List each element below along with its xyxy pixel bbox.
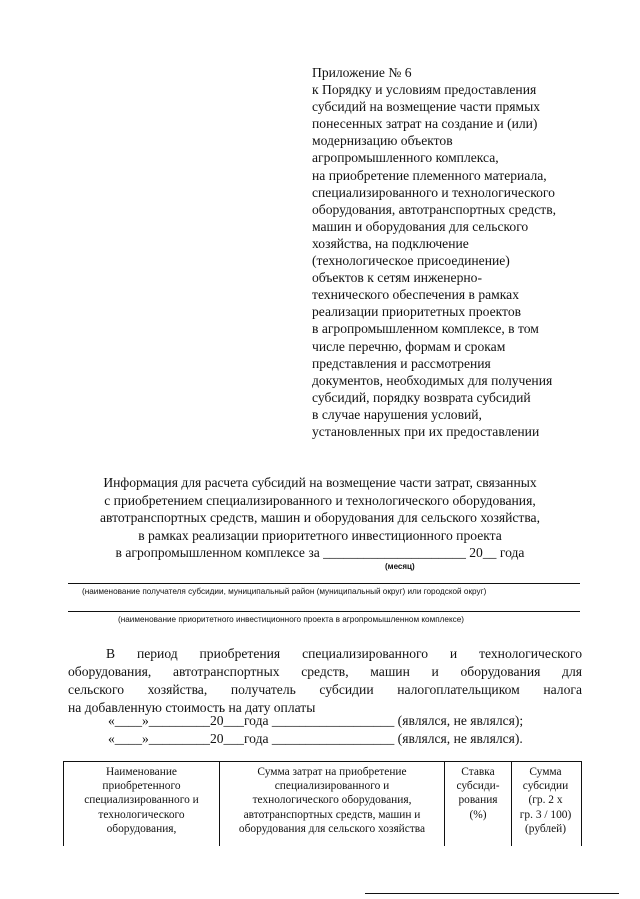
header-line: рования: [458, 794, 498, 807]
header-line: специализированного и: [84, 794, 199, 807]
header-line: технологического оборудования,: [252, 794, 412, 807]
paragraph-line: В период приобретения специализированного и технологического: [106, 646, 582, 661]
project-caption: (наименование приоритетного инвестиционного проекта в агропромышленном комплексе): [118, 615, 465, 624]
header-line: приобретенного: [102, 780, 181, 793]
appendix-line: в агропромышленном комплексе, в том: [312, 321, 539, 337]
appendix-line: объектов к сетям инженерно-: [312, 270, 482, 286]
appendix-line: на приобретение племенного материала,: [312, 167, 547, 183]
info-title-line: Информация для расчета субсидий на возмещение части затрат, связанных: [103, 475, 537, 490]
project-line: [68, 611, 580, 612]
appendix-line: в случае нарушения условий,: [312, 406, 482, 422]
appendix-header: [312, 64, 612, 440]
header-line: специализированного и: [274, 780, 390, 793]
appendix-line: модернизацию объектов: [312, 133, 453, 149]
appendix-line: специализированного и технологического: [312, 184, 555, 200]
date-line-1: «____»_________20___года __________________ (являлся, не являлся);: [108, 713, 524, 728]
appendix-line: машин и оборудования для сельского: [312, 218, 529, 234]
header-line: (рублей): [524, 822, 567, 835]
recipient-line: [68, 583, 580, 584]
footer-line: [365, 893, 619, 894]
appendix-line: установленных при их предоставлении: [312, 423, 540, 439]
appendix-line: числе перечню, формам и срокам: [312, 338, 506, 354]
appendix-line: хозяйства, на подключение: [312, 235, 469, 251]
paragraph-line: сельского хозяйства, получатель субсидии налогоплательщиком налога: [68, 682, 582, 697]
table-header-sum: [512, 762, 579, 846]
header-line: субсиди-: [456, 780, 500, 793]
header-line: гр. 3 / 100): [519, 808, 572, 821]
appendix-line: реализации приоритетных проектов: [312, 304, 522, 320]
header-line: технологического: [98, 808, 185, 821]
header-line: субсидии: [522, 780, 569, 793]
appendix-line: субсидий, порядку возврата субсидий: [312, 389, 531, 405]
appendix-line: технического обеспечения в рамках: [312, 287, 519, 303]
appendix-line: понесенных затрат на создание и (или): [312, 116, 538, 132]
appendix-line: агропромышленного комплекса,: [312, 150, 499, 166]
period-line: в агропромышленном комплексе за _____________________ 20__ года: [115, 545, 525, 561]
header-line: автотранспортных средств, машин и: [243, 808, 421, 821]
appendix-line: субсидий на возмещение части прямых: [312, 99, 541, 115]
table-header-rate: [445, 762, 512, 846]
info-title: [40, 474, 600, 562]
appendix-line: к Порядку и условиям предоставления: [312, 82, 537, 98]
header-line: оборудования для сельского хозяйства: [238, 822, 426, 835]
appendix-line: Приложение № 6: [312, 65, 412, 80]
date-line-2: «____»_________20___года __________________ (являлся, не являлся).: [108, 731, 523, 746]
info-title-line: в рамках реализации приоритетного инвестиционного проекта: [138, 527, 502, 543]
info-title-line: с приобретением специализированного и технологического оборудования,: [104, 492, 536, 508]
table-header-name: [64, 762, 220, 846]
appendix-line: (технологическое присоединение): [312, 253, 510, 269]
paragraph-line: на добавленную стоимость на дату оплаты: [68, 700, 316, 715]
month-caption: (месяц): [385, 562, 415, 571]
vat-paragraph: [68, 645, 582, 717]
appendix-line: документов, необходимых для получения: [312, 372, 553, 388]
header-line: оборудования,: [106, 822, 177, 835]
table-header-cost: [220, 762, 445, 846]
header-line: Наименование: [106, 766, 177, 778]
header-line: (гр. 2 х: [528, 794, 563, 807]
header-line: Сумма затрат на приобретение: [257, 766, 407, 778]
header-line: (%): [469, 808, 487, 821]
appendix-line: представления и рассмотрения: [312, 355, 491, 371]
appendix-line: оборудования, автотранспортных средств,: [312, 201, 557, 217]
header-line: Ставка: [461, 766, 495, 778]
subsidy-table: [63, 761, 582, 846]
paragraph-line: оборудования, автотранспортных средств, машин и оборудования для: [68, 664, 582, 679]
info-title-line: автотранспортных средств, машин и оборудования для сельского хозяйства,: [99, 510, 540, 526]
header-line: Сумма: [529, 766, 562, 778]
recipient-caption: (наименование получателя субсидии, муниципальный район (муниципальный округ) или городской округ): [82, 587, 487, 596]
